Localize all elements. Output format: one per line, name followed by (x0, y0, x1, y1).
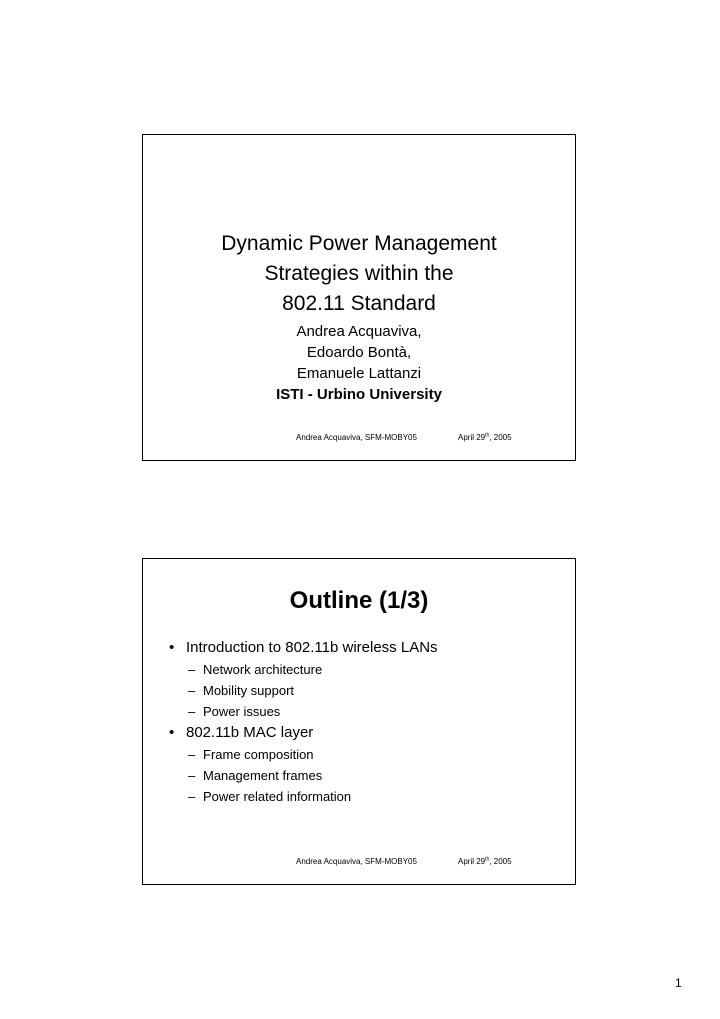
sub-item (188, 765, 565, 786)
title-line-2: Strategies within the (264, 262, 454, 285)
dash-icon: – (188, 768, 196, 783)
footer-date-day: April 29 (458, 857, 486, 866)
footer-date-suffix: th (485, 432, 490, 439)
footer-author: Andrea Acquaviva, SFM-MOBY05 (296, 857, 417, 866)
sub-item (188, 659, 565, 680)
dash-icon: – (188, 789, 196, 804)
dash-icon: – (188, 662, 196, 677)
footer-date (458, 857, 512, 867)
slide-2-title: Outline (1/3) (289, 587, 429, 614)
sub-list (186, 744, 565, 807)
bullet-text: 802.11b MAC layer (186, 724, 314, 741)
footer-author: Andrea Acquaviva, SFM-MOBY05 (296, 433, 417, 442)
outline-bullet (169, 722, 565, 807)
dash-icon: – (188, 704, 196, 719)
outline-bullet (169, 637, 565, 722)
footer-date-suffix: th (485, 856, 490, 863)
sub-item-text: Power issues (203, 704, 281, 719)
sub-list (186, 659, 565, 722)
footer-date-year: , 2005 (489, 433, 512, 442)
author-line-3: Emanuele Lattanzi (296, 365, 422, 382)
bullet-icon: • (169, 639, 175, 656)
sub-item (188, 786, 565, 807)
sub-item (188, 680, 565, 701)
title-line-3: 802.11 Standard (282, 292, 436, 315)
affiliation: ISTI - Urbino University (276, 386, 442, 403)
author-line-2: Edoardo Bontà, (306, 344, 412, 361)
outline-list (169, 637, 565, 807)
slide-1 (142, 134, 576, 461)
page-number: 1 (675, 976, 682, 990)
sub-item-text: Management frames (203, 768, 323, 783)
dash-icon: – (188, 747, 196, 762)
sub-item (188, 744, 565, 765)
footer-date (458, 433, 512, 443)
sub-item-text: Power related information (203, 789, 352, 804)
sub-item-text: Network architecture (203, 662, 323, 677)
author-line-1: Andrea Acquaviva, (296, 323, 422, 340)
title-line-1: Dynamic Power Management (221, 232, 497, 255)
slide-1-authors (143, 321, 575, 405)
sub-item-text: Frame composition (203, 747, 314, 762)
sub-item-text: Mobility support (203, 683, 295, 698)
slide-1-title (143, 229, 575, 319)
slide-2 (142, 558, 576, 885)
sub-item (188, 701, 565, 722)
footer-date-day: April 29 (458, 433, 486, 442)
dash-icon: – (188, 683, 196, 698)
bullet-text: Introduction to 802.11b wireless LANs (186, 639, 438, 656)
bullet-icon: • (169, 724, 175, 741)
footer-date-year: , 2005 (489, 857, 512, 866)
